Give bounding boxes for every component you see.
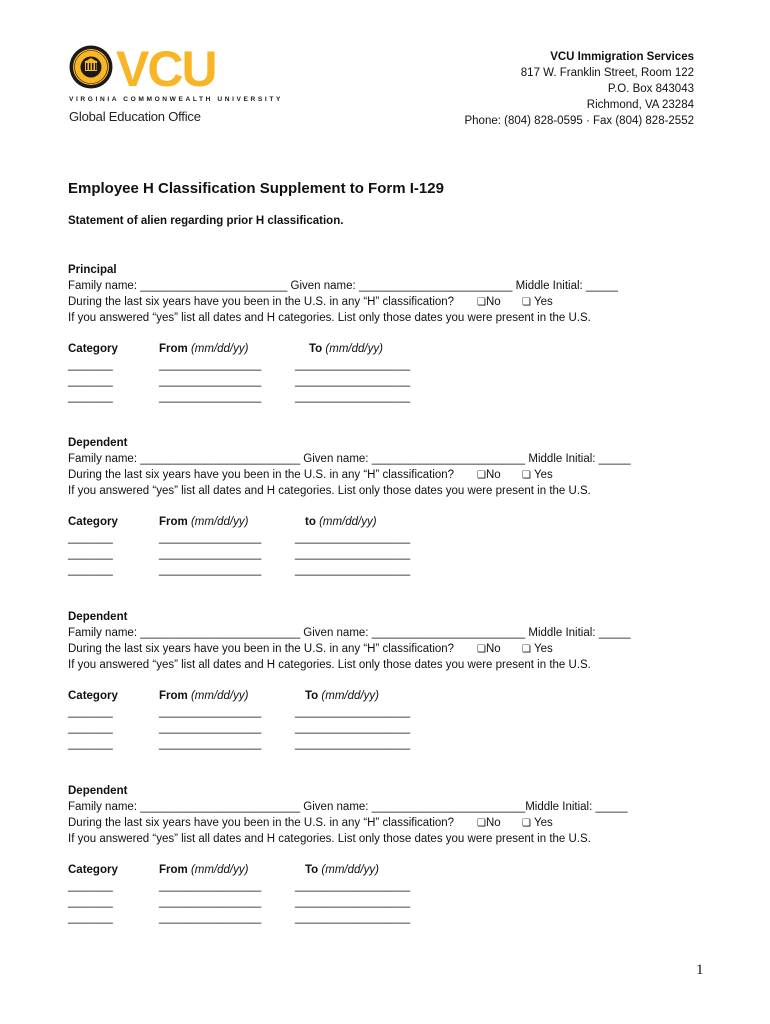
from-date-blank[interactable]: ________________ — [159, 912, 262, 924]
yes-checkbox[interactable] — [522, 294, 553, 311]
checkbox-icon[interactable]: ❏ — [477, 818, 486, 829]
table-row[interactable] — [68, 357, 468, 373]
category-blank[interactable]: _______ — [68, 391, 113, 403]
dates-table — [68, 341, 468, 405]
from-date-blank[interactable]: ________________ — [159, 532, 262, 544]
h-classification-question — [68, 467, 708, 483]
to-date-blank[interactable]: __________________ — [295, 359, 411, 371]
category-blank[interactable]: _______ — [68, 532, 113, 544]
instruction-text: If you answered “yes” list all dates and H categories. List only those dates you were present in the U.S. — [68, 659, 591, 671]
yes-label: Yes — [533, 469, 553, 481]
from-date-blank[interactable]: ________________ — [159, 896, 262, 908]
to-date-blank[interactable]: __________________ — [295, 375, 411, 387]
address-block — [464, 49, 694, 129]
instruction-text: If you answered “yes” list all dates and H categories. List only those dates you were present in the U.S. — [68, 312, 591, 324]
logo-university-name: VIRGINIA COMMONWEALTH UNIVERSITY — [69, 96, 283, 103]
address-org: VCU Immigration Services — [550, 51, 694, 63]
no-checkbox[interactable] — [477, 467, 501, 484]
to-date-blank[interactable]: __________________ — [295, 706, 411, 718]
yes-label: Yes — [533, 296, 553, 308]
logo-wordmark: VCU — [116, 41, 216, 97]
to-date-blank[interactable]: __________________ — [295, 532, 411, 544]
question-text: During the last six years have you been in the U.S. in any “H” classification? — [68, 296, 455, 308]
table-row[interactable] — [68, 720, 468, 736]
no-label: No — [485, 469, 501, 481]
table-row[interactable] — [68, 704, 468, 720]
dates-table-header — [68, 862, 468, 878]
col-category: Category — [68, 516, 118, 528]
section-heading: Dependent — [68, 611, 128, 623]
checkbox-icon[interactable]: ❏ — [522, 818, 531, 829]
checkbox-icon[interactable]: ❏ — [477, 644, 486, 655]
section-dependent-2 — [68, 609, 708, 673]
dates-table — [68, 862, 468, 926]
to-date-blank[interactable]: __________________ — [295, 896, 411, 908]
category-blank[interactable]: _______ — [68, 548, 113, 560]
category-blank[interactable]: _______ — [68, 375, 113, 387]
checkbox-icon[interactable]: ❏ — [477, 297, 486, 308]
section-dependent-3 — [68, 783, 708, 847]
category-blank[interactable]: _______ — [68, 359, 113, 371]
category-blank[interactable]: _______ — [68, 880, 113, 892]
question-text: During the last six years have you been in the U.S. in any “H” classification? — [68, 469, 455, 481]
col-from: From (mm/dd/yy) — [159, 343, 249, 355]
col-to: To (mm/dd/yy) — [309, 343, 383, 355]
h-classification-question — [68, 294, 708, 310]
section-dependent-1 — [68, 435, 708, 499]
col-category: Category — [68, 343, 118, 355]
no-checkbox[interactable] — [477, 641, 501, 658]
address-city: Richmond, VA 23284 — [586, 99, 694, 111]
checkbox-icon[interactable]: ❏ — [522, 297, 531, 308]
yes-label: Yes — [533, 643, 553, 655]
yes-label: Yes — [533, 817, 553, 829]
no-label: No — [485, 817, 501, 829]
yes-checkbox[interactable] — [522, 641, 553, 658]
instruction-text: If you answered “yes” list all dates and H categories. List only those dates you were present in the U.S. — [68, 833, 591, 845]
no-checkbox[interactable] — [477, 815, 501, 832]
col-from: From (mm/dd/yy) — [159, 690, 249, 702]
table-row[interactable] — [68, 546, 468, 562]
to-date-blank[interactable]: __________________ — [295, 722, 411, 734]
name-fields-line[interactable]: Family name: _________________________ Given name: ________________________ Middle Initial: _____ — [68, 627, 631, 639]
vcu-seal-icon — [69, 45, 113, 89]
yes-checkbox[interactable] — [522, 815, 553, 832]
instruction-text: If you answered “yes” list all dates and H categories. List only those dates you were present in the U.S. — [68, 485, 591, 497]
dates-table — [68, 688, 468, 752]
section-heading: Dependent — [68, 785, 128, 797]
from-date-blank[interactable]: ________________ — [159, 706, 262, 718]
address-street: 817 W. Franklin Street, Room 122 — [520, 67, 694, 79]
to-date-blank[interactable]: __________________ — [295, 880, 411, 892]
checkbox-icon[interactable]: ❏ — [477, 470, 486, 481]
page-number: 1 — [696, 962, 704, 978]
h-classification-question — [68, 815, 708, 831]
address-phone: Phone: (804) 828-0595 · Fax (804) 828-2552 — [464, 115, 694, 127]
no-label: No — [485, 296, 501, 308]
table-row[interactable] — [68, 373, 468, 389]
no-checkbox[interactable] — [477, 294, 501, 311]
category-blank[interactable]: _______ — [68, 912, 113, 924]
to-date-blank[interactable]: __________________ — [295, 548, 411, 560]
from-date-blank[interactable]: ________________ — [159, 375, 262, 387]
col-category: Category — [68, 690, 118, 702]
col-to: To (mm/dd/yy) — [305, 864, 379, 876]
dates-table-header — [68, 341, 468, 357]
no-label: No — [485, 643, 501, 655]
section-principal — [68, 262, 708, 326]
col-from: From (mm/dd/yy) — [159, 864, 249, 876]
to-date-blank[interactable]: __________________ — [295, 738, 411, 750]
name-fields-line[interactable]: Family name: _________________________ Given name: ________________________Middle Initial: _____ — [68, 801, 628, 813]
dates-table-header — [68, 688, 468, 704]
col-category: Category — [68, 864, 118, 876]
category-blank[interactable]: _______ — [68, 564, 113, 576]
table-row[interactable] — [68, 878, 468, 894]
dates-table-header — [68, 514, 468, 530]
dates-table — [68, 514, 468, 578]
from-date-blank[interactable]: ________________ — [159, 359, 262, 371]
category-blank[interactable]: _______ — [68, 896, 113, 908]
statement: Statement of alien regarding prior H classification. — [68, 215, 344, 227]
page-title: Employee H Classification Supplement to Form I-129 — [68, 180, 444, 197]
to-date-blank[interactable]: __________________ — [295, 564, 411, 576]
logo-office-name: Global Education Office — [69, 109, 201, 124]
address-po-box: P.O. Box 843043 — [607, 83, 694, 95]
table-row[interactable] — [68, 736, 468, 752]
from-date-blank[interactable]: ________________ — [159, 738, 262, 750]
vcu-logo — [69, 41, 283, 130]
table-row[interactable] — [68, 389, 468, 405]
name-fields-line[interactable]: Family name: _______________________ Given name: ________________________ Middle Initial: _____ — [68, 280, 618, 292]
category-blank[interactable]: _______ — [68, 706, 113, 718]
from-date-blank[interactable]: ________________ — [159, 722, 262, 734]
category-blank[interactable]: _______ — [68, 722, 113, 734]
section-heading: Principal — [68, 264, 117, 276]
col-to: To (mm/dd/yy) — [305, 690, 379, 702]
h-classification-question — [68, 641, 708, 657]
col-to: to (mm/dd/yy) — [305, 516, 377, 528]
from-date-blank[interactable]: ________________ — [159, 391, 262, 403]
question-text: During the last six years have you been in the U.S. in any “H” classification? — [68, 817, 455, 829]
checkbox-icon[interactable]: ❏ — [522, 644, 531, 655]
checkbox-icon[interactable]: ❏ — [522, 470, 531, 481]
col-from: From (mm/dd/yy) — [159, 516, 249, 528]
name-fields-line[interactable]: Family name: _________________________ Given name: ________________________ Middle Initial: _____ — [68, 453, 631, 465]
from-date-blank[interactable]: ________________ — [159, 880, 262, 892]
from-date-blank[interactable]: ________________ — [159, 548, 262, 560]
yes-checkbox[interactable] — [522, 467, 553, 484]
table-row[interactable] — [68, 910, 468, 926]
section-heading: Dependent — [68, 437, 128, 449]
table-row[interactable] — [68, 894, 468, 910]
to-date-blank[interactable]: __________________ — [295, 391, 411, 403]
from-date-blank[interactable]: ________________ — [159, 564, 262, 576]
table-row[interactable] — [68, 530, 468, 546]
to-date-blank[interactable]: __________________ — [295, 912, 411, 924]
category-blank[interactable]: _______ — [68, 738, 113, 750]
question-text: During the last six years have you been in the U.S. in any “H” classification? — [68, 643, 455, 655]
table-row[interactable] — [68, 562, 468, 578]
